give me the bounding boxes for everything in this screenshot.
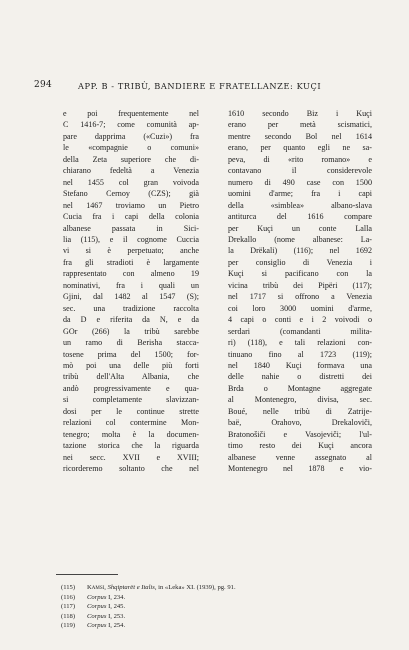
text-line: Boué, nelle tribù di Zatrije-: [228, 406, 372, 416]
footnote-title: Corpus: [87, 593, 107, 601]
text-line: vi si è perpetuato; anche: [63, 246, 199, 256]
text-line: Brda o Montagne aggregate: [228, 383, 372, 393]
text-line: e poi frequentemente nel: [63, 109, 199, 118]
text-line: coi loro 3000 uomini d'arme,: [228, 303, 372, 313]
text-line: al Montenegro, divisa, sec.: [228, 395, 372, 405]
text-line: baë, Orahovo, Drekaloviči,: [228, 418, 372, 428]
text-line: Bratonošiči e Vasojeviči; l'ul-: [228, 429, 372, 439]
text-line: serdari (comandanti milita-: [228, 326, 372, 336]
text-line: Stefano Cernoy (CZS); già: [63, 189, 199, 199]
footnote-number: (119): [61, 622, 76, 630]
text-line: nel 1840 Kuçi formava una: [228, 360, 372, 370]
text-line: C 1416-7; come comunità ap-: [63, 120, 199, 130]
footnote-reference: I, 245.: [108, 603, 126, 611]
text-line: nominativi, fra i quali un: [63, 280, 199, 290]
footnote-reference: I, 254.: [108, 622, 126, 630]
text-line: Montenegro nel 1878 e vio-: [228, 464, 372, 474]
footnote-title: Corpus: [87, 603, 107, 611]
footnote-title: Shqiptarët e Italis,: [107, 584, 157, 591]
text-line: le «compagnie o comuni»: [63, 143, 199, 153]
text-line: Gjini, dal 1482 al 1547 (S);: [63, 292, 199, 302]
footnote: [61, 612, 361, 622]
text-line: ricorderemo soltanto che nel: [63, 464, 199, 474]
text-line: per consiglio di Venezia i: [228, 257, 372, 267]
text-line: nei secc. XVII e XVIII;: [63, 452, 199, 462]
text-line: peva, di «rito romano» e: [228, 154, 372, 164]
footnote: [61, 621, 361, 631]
text-line: nel 1455 col gran voivoda: [63, 177, 199, 187]
right-text-column: [228, 108, 372, 475]
text-line: tazione storica che la riguarda: [63, 441, 199, 451]
text-line: Cucia fra i capi della colonia: [63, 212, 199, 222]
footnote-number: (118): [61, 612, 76, 620]
footnote-title: Corpus: [87, 622, 107, 630]
text-line: la Drëkali) (116); nel 1692: [228, 246, 372, 256]
text-line: da D e riferita da N, e da: [63, 315, 199, 325]
text-line: 4 capi o conti e i 2 voivodi o: [228, 315, 372, 325]
text-line: tribù dell'Alta Albania, che: [63, 372, 199, 382]
text-line: 1610 secondo Biz i Kuçi: [228, 109, 372, 118]
running-head: APP. B - TRIBÙ, BANDIERE E FRATELLANZE: KUÇI: [78, 81, 322, 91]
footnote-reference: in «Leka» XI. (1939), pg. 91.: [158, 584, 236, 591]
text-line: andò progressivamente e qua-: [63, 383, 199, 393]
text-line: timo resto dei Kuçi ancora: [228, 441, 372, 451]
left-text-column: [63, 108, 199, 475]
text-line: erano per metà scismatici,: [228, 120, 372, 130]
footnote-rule: [56, 574, 118, 575]
text-line: per Kuçi un conte Lalla: [228, 223, 372, 233]
footnote-number: (116): [61, 593, 76, 601]
text-line: tinuano fino al 1723 (119);: [228, 349, 372, 359]
footnote-author: Kamsi,: [87, 584, 106, 591]
footnote: [61, 593, 361, 603]
footnote-reference: I, 253.: [108, 612, 126, 620]
footnote: [61, 602, 361, 612]
text-line: sec. una tradizione raccolta: [63, 303, 199, 313]
footnote-number: (117): [61, 603, 76, 611]
text-line: mentre secondo Bol nel 1614: [228, 131, 372, 141]
text-line: lia (115), e il cognome Cuccia: [63, 234, 199, 244]
text-line: un ramo di Berisha stacca-: [63, 338, 199, 348]
text-line: mò poi una delle più forti: [63, 360, 199, 370]
text-line: contavano il considerevole: [228, 166, 372, 176]
text-line: dosi per le continue strette: [63, 406, 199, 416]
text-line: uomini d'arme; fra i capi: [228, 189, 372, 199]
text-line: tenegro; molta è la documen-: [63, 429, 199, 439]
text-line: albanese venne assegnato al: [228, 452, 372, 462]
text-line: nel 1717 si offrono a Venezia: [228, 292, 372, 302]
text-line: delle nahie o distretti dei: [228, 372, 372, 382]
text-line: GOr (266) la tribù sarebbe: [63, 326, 199, 336]
text-line: albanese passata in Sici-: [63, 223, 199, 233]
text-line: nel 1467 troviamo un Pietro: [63, 200, 199, 210]
text-line: tosene prima del 1500; for-: [63, 349, 199, 359]
text-line: vicina tribù dei Pipëri (117);: [228, 280, 372, 290]
text-line: chiarano fedeltà a Venezia: [63, 166, 199, 176]
text-line: pare dapprima («Cuzi») fra: [63, 131, 199, 141]
text-line: della «simblea» albano-slava: [228, 200, 372, 210]
text-line: erano, per quanto egli ne sa-: [228, 143, 372, 153]
text-line: ri) (118), e tali relazioni con-: [228, 338, 372, 348]
text-line: rappresentato con almeno 19: [63, 269, 199, 279]
text-line: della Zeta superiore che di-: [63, 154, 199, 164]
text-line: numero di 490 case con 1500: [228, 177, 372, 187]
text-line: si completamente slavizzan-: [63, 395, 199, 405]
footnotes: [61, 583, 361, 631]
footnote-title: Corpus: [87, 612, 107, 620]
text-line: Kuçi si pacificano con la: [228, 269, 372, 279]
page-header: [34, 80, 375, 94]
footnote: [61, 583, 361, 593]
text-line: antiturca del 1616 compare: [228, 212, 372, 222]
text-line: fra gli stradioti è largamente: [63, 257, 199, 267]
footnote-reference: I, 234.: [108, 593, 126, 601]
page-number: 294: [34, 80, 53, 90]
text-line: Drekallo (nome albanese: La-: [228, 234, 372, 244]
footnote-number: (115): [61, 584, 76, 591]
text-line: relazioni col contermine Mon-: [63, 418, 199, 428]
